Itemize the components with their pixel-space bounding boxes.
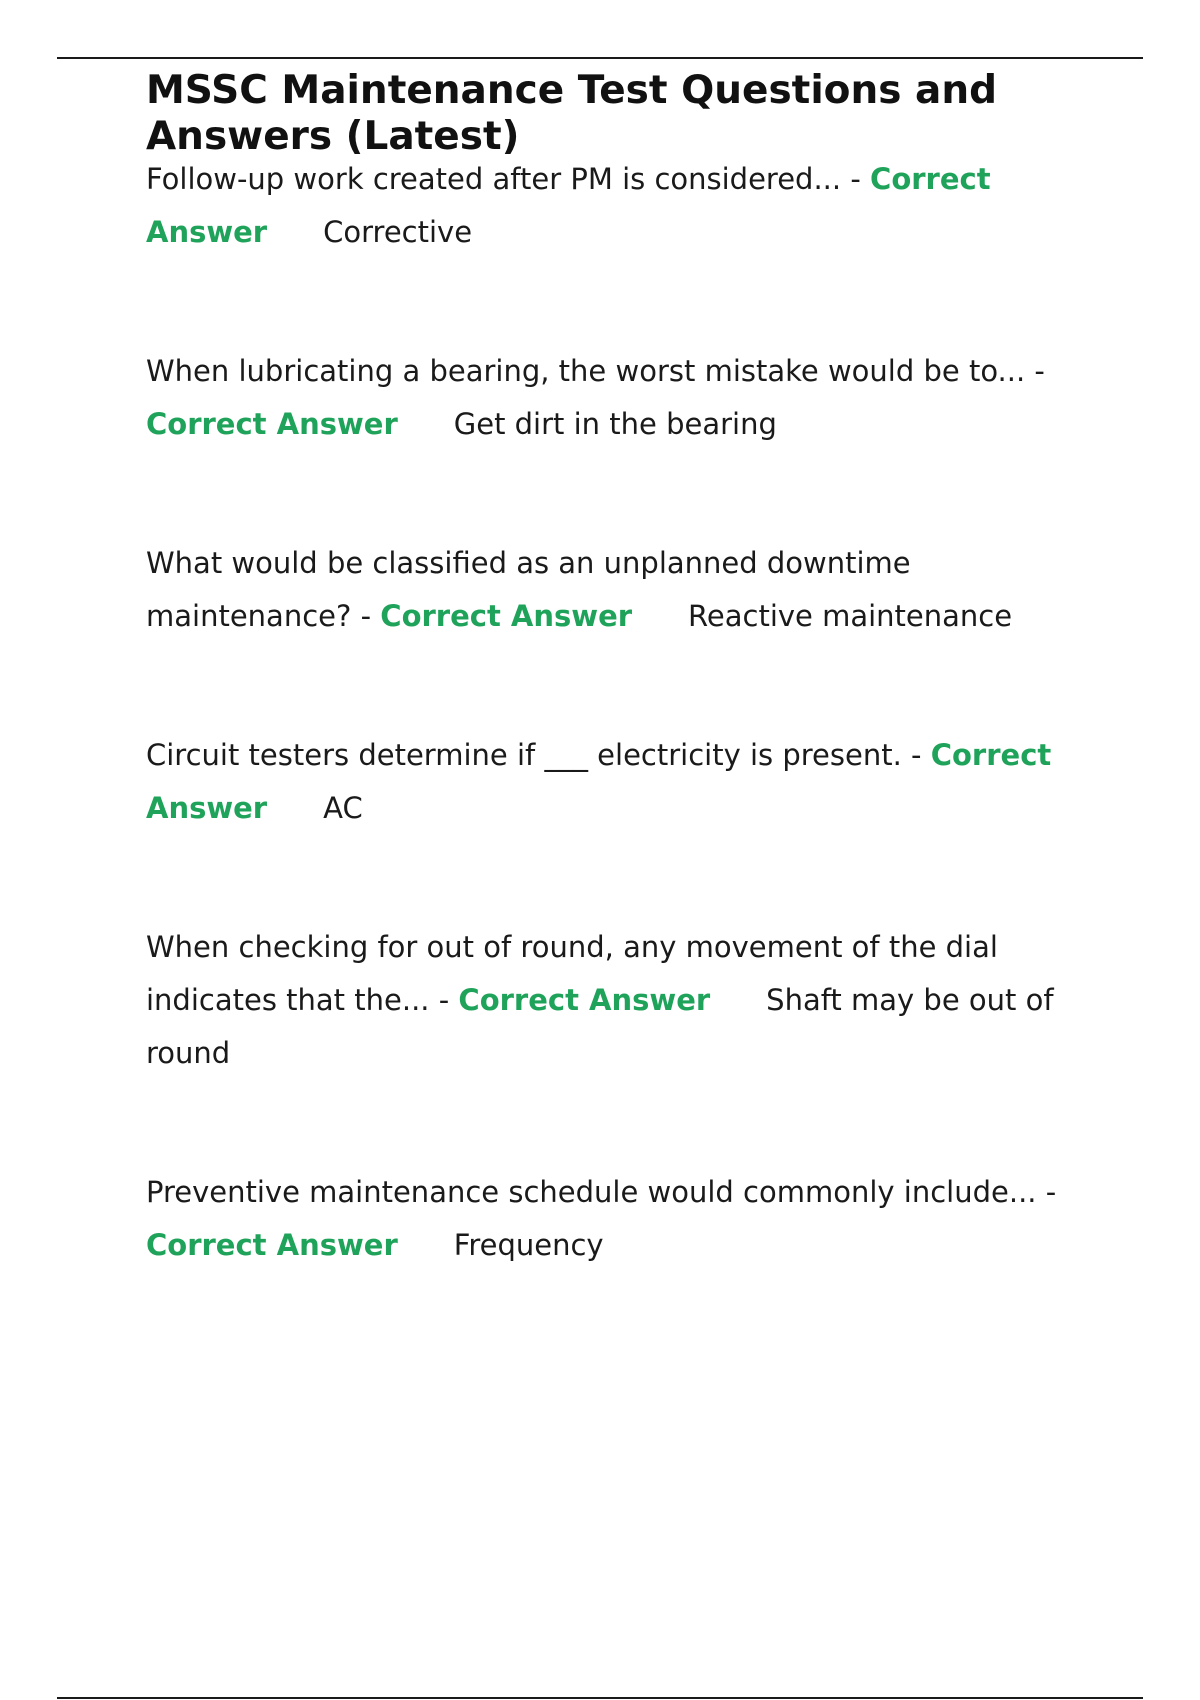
document-title: MSSC Maintenance Test Questions and Answers (Latest) [146, 68, 998, 159]
separator: - [429, 983, 459, 1017]
qa-item [146, 921, 1096, 1080]
question-text: Preventive maintenance schedule would commonly include... [146, 1175, 1037, 1209]
qa-item [146, 153, 1096, 259]
question-text: When lubricating a bearing, the worst mistake would be to... [146, 354, 1026, 388]
qa-item [146, 1166, 1096, 1272]
top-rule [57, 57, 1143, 59]
correct-answer-label: Correct Answer [380, 599, 633, 633]
qa-item [146, 537, 1096, 643]
qa-item [146, 345, 1096, 451]
answer-text: AC [323, 791, 363, 825]
document-body [146, 68, 1096, 1272]
answer-text: Frequency [453, 1228, 604, 1262]
separator: - [1036, 1175, 1057, 1209]
correct-answer-label: Correct Answer [458, 983, 711, 1017]
correct-answer-label: Correct Answer [146, 407, 398, 441]
bottom-rule [57, 1697, 1143, 1699]
answer-text: Corrective [323, 215, 473, 249]
correct-answer-label: Correct Answer [146, 738, 1052, 825]
answer-text: Get dirt in the bearing [453, 407, 777, 441]
answer-text: Shaft may be out of round [146, 983, 1054, 1070]
question-text: When checking for out of round, any movement of the dial indicates that the... [146, 930, 998, 1017]
correct-answer-label: Correct Answer [146, 1228, 398, 1262]
separator: - [1025, 354, 1045, 388]
qa-list [146, 153, 1096, 1272]
separator: - [841, 162, 871, 196]
question-text: What would be classified as an unplanned downtime maintenance? [146, 546, 911, 633]
correct-answer-label: Correct Answer [146, 162, 991, 249]
answer-text: Reactive maintenance [688, 599, 1013, 633]
question-text: Circuit testers determine if ___ electricity is present. [146, 738, 902, 772]
separator: - [901, 738, 931, 772]
separator: - [351, 599, 381, 633]
qa-item [146, 729, 1096, 835]
question-text: Follow-up work created after PM is considered... [146, 162, 842, 196]
